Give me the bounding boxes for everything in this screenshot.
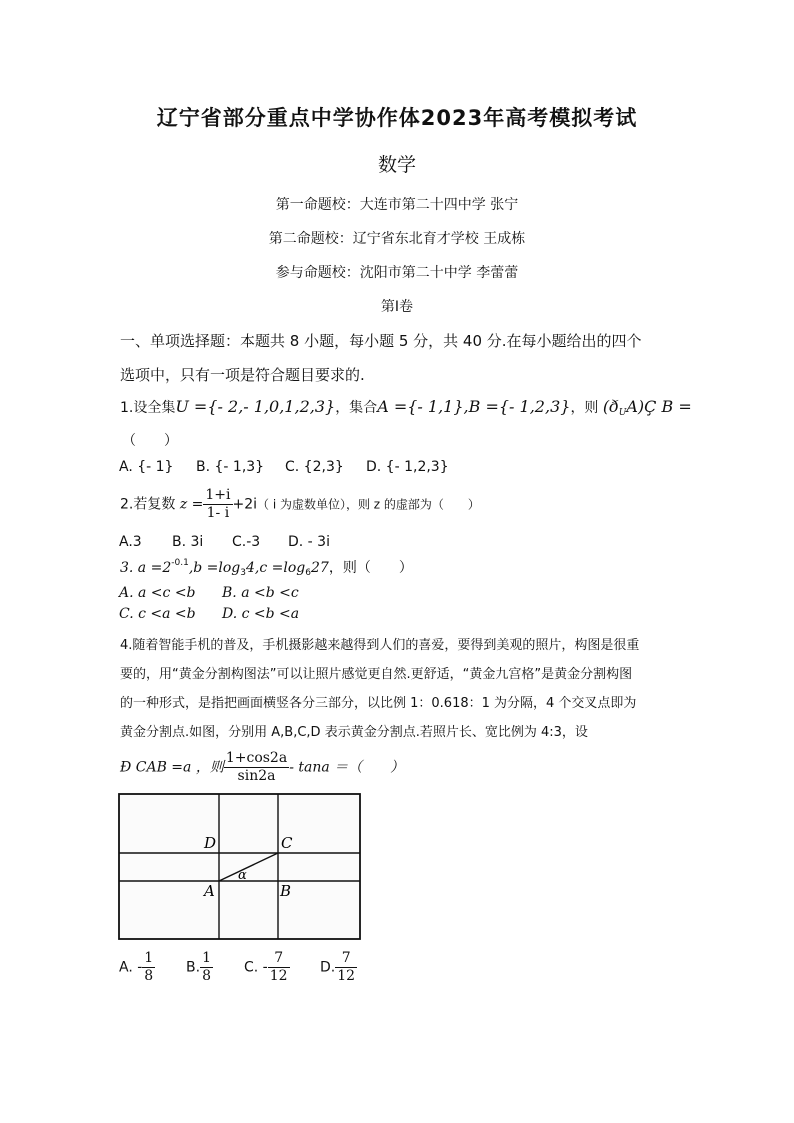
subject-title: 数学 [377, 154, 416, 176]
credit-line-2: 第二命题校：辽宁省东北育才学校 王成栋 [268, 231, 526, 247]
q2-fraction [203, 487, 232, 522]
q4-option-b-den: 8 [202, 968, 211, 984]
q4-option-a-frac [142, 950, 155, 985]
q1-option-d: D. {- 1,2,3} [366, 459, 449, 475]
q4-line-4: 黄金分割点.如图，分别用 A,B,C,D 表示黄金分割点.若照片长、宽比例为 4:3，设 [120, 725, 588, 740]
q1-option-b: B. {- 1,3} [196, 459, 265, 475]
q4-cond: Ð CAB =a ，则 [120, 759, 224, 776]
label-a: A [204, 882, 215, 900]
volume-label: 第Ⅰ卷 [380, 299, 414, 315]
q1-bracket: （ ） [122, 433, 178, 449]
q2-fraction-num: 1+i [205, 487, 231, 503]
q4-option-a-label: A. - [119, 959, 143, 976]
q1-option-a: A. {- 1} [119, 459, 174, 475]
q4-option-c-label: C. - [244, 959, 268, 976]
q4-line-2: 要的，用“黄金分割构图法”可以让照片感觉更自然.更舒适，“黄金九宫格”是黄金分割构图 [120, 667, 633, 682]
exam-title: 辽宁省部分重点中学协作体2023年高考模拟考试 [156, 106, 638, 130]
q1-expr-sub: U [618, 408, 627, 418]
q1-option-c: C. {2,3} [285, 459, 344, 475]
q2-z: z = [179, 496, 204, 513]
q4-option-c-num: 7 [268, 950, 290, 968]
q2-fraction-den: 1- i [206, 505, 230, 521]
label-d: D [204, 834, 217, 852]
q2-tail: （ i 为虚数单位），则 z 的虚部为（ ） [257, 497, 480, 512]
q4-option-d [320, 950, 357, 985]
q3-option-c: C. c <a <b [119, 606, 196, 622]
credit-line-1: 第一命题校：大连市第二十四中学 张宁 [275, 197, 519, 213]
q3-c2: 27 [311, 560, 329, 576]
q1-universal-set: U ={- 2,- 1,0,1,2,3} [175, 397, 336, 416]
q4-option-c-den: 12 [269, 968, 288, 984]
q4-option-d-label: D. [320, 959, 336, 976]
q3-b2: 4,c =log [246, 560, 306, 576]
q4-option-b-label: B. [186, 959, 201, 976]
q4-fraction-den: sin2a [237, 768, 276, 784]
q1-expr2: A)Ç B = [626, 397, 692, 416]
q3-c-sub: 6 [305, 568, 311, 578]
q4-option-d-den: 12 [337, 968, 356, 984]
q3-b: ,b =log [188, 560, 241, 576]
q4-line-3: 的一种形式，是指把画面横竖各分三部分，以比例 1：0.618：1 为分隔，4 个交叉点即为 [120, 696, 637, 711]
q4-fraction [224, 750, 289, 785]
section-instruction-1: 一、单项选择题：本题共 8 小题，每小题 5 分，共 40 分.在每小题给出的四个 [120, 332, 642, 350]
q3-tail: ，则（ ） [328, 560, 413, 576]
q4-option-b-num: 1 [202, 950, 211, 966]
q4-option-a-num: 1 [144, 950, 154, 966]
q2-prefix: 2.若复数 [120, 496, 176, 513]
label-c: C [281, 834, 293, 852]
q4-option-a-den: 8 [144, 968, 154, 984]
q3-option-b: B. a <b <c [222, 585, 299, 601]
q3-b-sub: 3 [240, 568, 247, 578]
q3-a: 3. a =2 [120, 560, 172, 576]
q1-stem [120, 397, 692, 418]
q1-mid: ，集合 [335, 400, 378, 416]
q2-option-d: D. - 3i [288, 534, 330, 550]
q4-rest: - tana ＝（ ） [289, 759, 405, 776]
q2-stem [120, 487, 480, 522]
q4-option-b-frac [200, 950, 213, 985]
q4-line-1: 4.随着智能手机的普及，手机摄影越来越得到人们的喜爱，要得到美观的照片，构图是很重 [120, 638, 640, 653]
label-b: B [280, 882, 292, 900]
credit-line-3: 参与命题校：沈阳市第二十中学 李蕾蕾 [275, 265, 519, 281]
q2-option-c: C.-3 [232, 534, 261, 550]
q4-option-b [186, 950, 213, 985]
q4-option-c [244, 950, 290, 985]
q2-plus: +2i [232, 496, 258, 513]
q4-fraction-num: 1+cos2a [225, 750, 288, 766]
q4-option-c-frac [268, 950, 290, 985]
q3-a-exp: -0.1 [171, 558, 189, 568]
q1-tail: ，则 [570, 400, 599, 416]
q2-option-b: B. 3i [172, 534, 204, 550]
grid-border [119, 794, 360, 939]
q3-option-a: A. a <c <b [119, 585, 196, 601]
q4-condition [120, 750, 404, 785]
label-alpha: α [238, 868, 247, 883]
q1-prefix: 1.设全集 [120, 400, 176, 416]
q1-sets: A ={- 1,1},B ={- 1,2,3} [377, 397, 571, 416]
q3-stem [120, 557, 413, 578]
q4-option-d-num: 7 [335, 950, 357, 968]
q3-option-d: D. c <b <a [222, 606, 300, 622]
section-instruction-2: 选项中，只有一项是符合题目要求的. [120, 366, 365, 384]
q2-option-a: A.3 [119, 534, 142, 550]
q1-expr: (ð [602, 397, 619, 416]
q4-option-a [119, 950, 155, 985]
golden-grid-figure [118, 793, 362, 941]
q4-option-d-frac [335, 950, 357, 985]
